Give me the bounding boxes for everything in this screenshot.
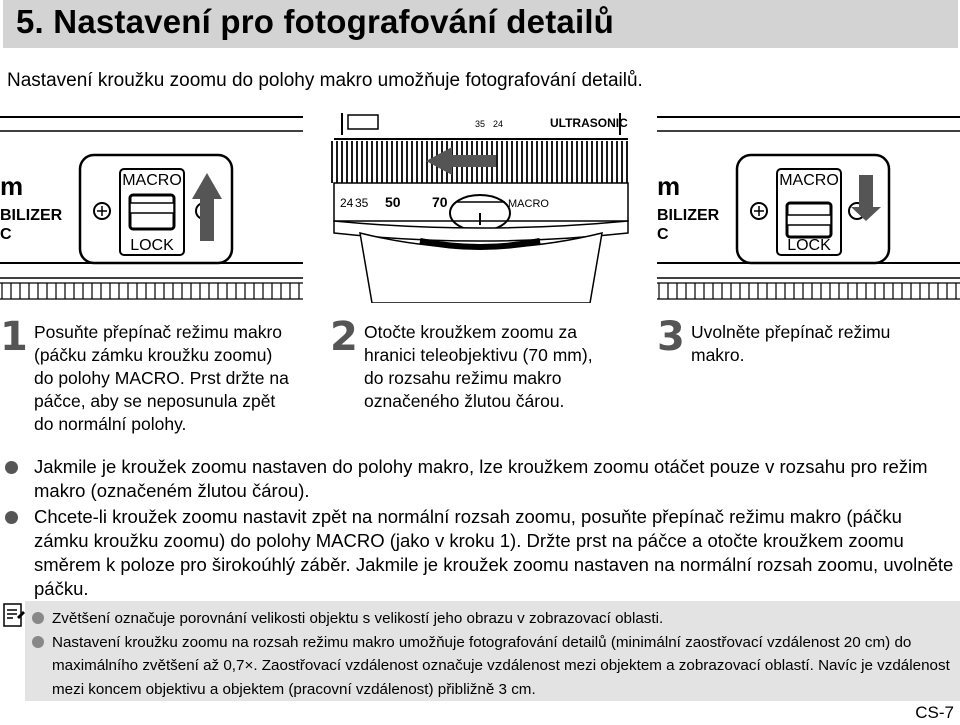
zoom-ring-illustration xyxy=(330,113,632,303)
step-number: 1 xyxy=(0,314,28,360)
bullet-list xyxy=(4,455,954,603)
bullet-icon xyxy=(32,612,44,624)
figure-step-3 xyxy=(657,113,960,303)
note-box xyxy=(0,601,960,701)
bullet-icon xyxy=(32,636,44,648)
stabilizer-label: BILIZER xyxy=(0,207,63,224)
mark-50: 50 xyxy=(385,194,401,210)
figure-step-1 xyxy=(0,113,303,303)
bullet-text: Jakmile je kroužek zoomu nastaven do polohy makro, lze kroužkem zoomu otáčet pouze v rozsahu pro režim makro (označeném žlutou čárou). xyxy=(34,456,928,501)
bullet-icon xyxy=(5,461,18,474)
switch-macro-label: MACRO xyxy=(779,172,839,189)
mm-label: m xyxy=(657,171,681,201)
step-number: 3 xyxy=(657,314,685,360)
c-label: C xyxy=(657,226,669,243)
mm-label: m xyxy=(0,171,24,201)
memo-icon xyxy=(3,603,25,629)
ultrasonic-label: ULTRASONIC xyxy=(550,116,628,130)
lens-switch-up-illustration xyxy=(0,113,303,303)
step-text: Posuňte přepínač režimu makro (páčku zámku kroužku zoomu) do polohy MACRO. Prst držte na páčce, aby se neposunula zpět do normální polohy. xyxy=(34,322,289,434)
page-number: CS-7 xyxy=(915,703,954,722)
title-bar xyxy=(3,0,958,48)
switch-macro-label: MACRO xyxy=(122,172,182,189)
macro-mark: MACRO xyxy=(508,198,549,210)
figure-step-2 xyxy=(330,113,632,303)
switch-lock-label: LOCK xyxy=(787,237,831,254)
bullet-icon xyxy=(5,511,18,524)
step-number: 2 xyxy=(330,314,358,360)
stabilizer-label: BILIZER xyxy=(657,207,720,224)
bullet-text: Chcete-li kroužek zoomu nastavit zpět na normální rozsah zoomu, posuňte přepínač režimu makro (páčku zámku kroužku zoomu) do polohy MACRO (jako v kroku 1). Držte prst na páčce a otočte kroužkem zoomu směrem k poloze pro širokoúhlý záběr. Jakmile je kroužek zoomu nastaven na normální rozsah zoomu, uvolněte páčku. xyxy=(34,506,954,599)
intro-text: Nastavení kroužku zoomu do polohy makro umožňuje fotografování detailů. xyxy=(7,70,643,91)
mark-70: 70 xyxy=(432,194,448,210)
note-list xyxy=(30,607,955,701)
scale-35: 35 xyxy=(474,119,486,129)
c-label: C xyxy=(0,226,12,243)
page-title: 5. Nastavení pro fotografování detailů xyxy=(16,3,615,40)
note-text: Nastavení kroužku zoomu na rozsah režimu makro umožňuje fotografování detailů (minimální zaostřovací vzdálenost 20 cm) do maximálního zvětšení až 0,7×. Zaostřovací vzdálenost označuje vzdálenost mezi objektem a zobrazovací oblastí. Navíc je vzdálenost mezi koncem objektivu a objektem (pracovní vzdálenost) přibližně 3 cm. xyxy=(52,633,950,698)
step-text: Otočte kroužkem zoomu za hranici teleobjektivu (70 mm), do rozsahu režimu makro označeného žlutou čárou. xyxy=(364,322,593,411)
note-item xyxy=(30,607,955,631)
step-text: Uvolněte přepínač režimu makro. xyxy=(691,322,891,365)
mark-35: 35 xyxy=(355,196,369,210)
mark-24: 24 xyxy=(340,196,354,210)
note-text: Zvětšení označuje porovnání velikosti objektu s velikostí jeho obrazu v zobrazovací oblasti. xyxy=(52,610,664,627)
lens-switch-down-illustration xyxy=(657,113,960,303)
bullet-item xyxy=(4,505,954,601)
switch-lock-label: LOCK xyxy=(130,237,174,254)
scale-24: 24 xyxy=(492,119,504,129)
bullet-item xyxy=(4,455,954,503)
note-item xyxy=(30,631,955,702)
